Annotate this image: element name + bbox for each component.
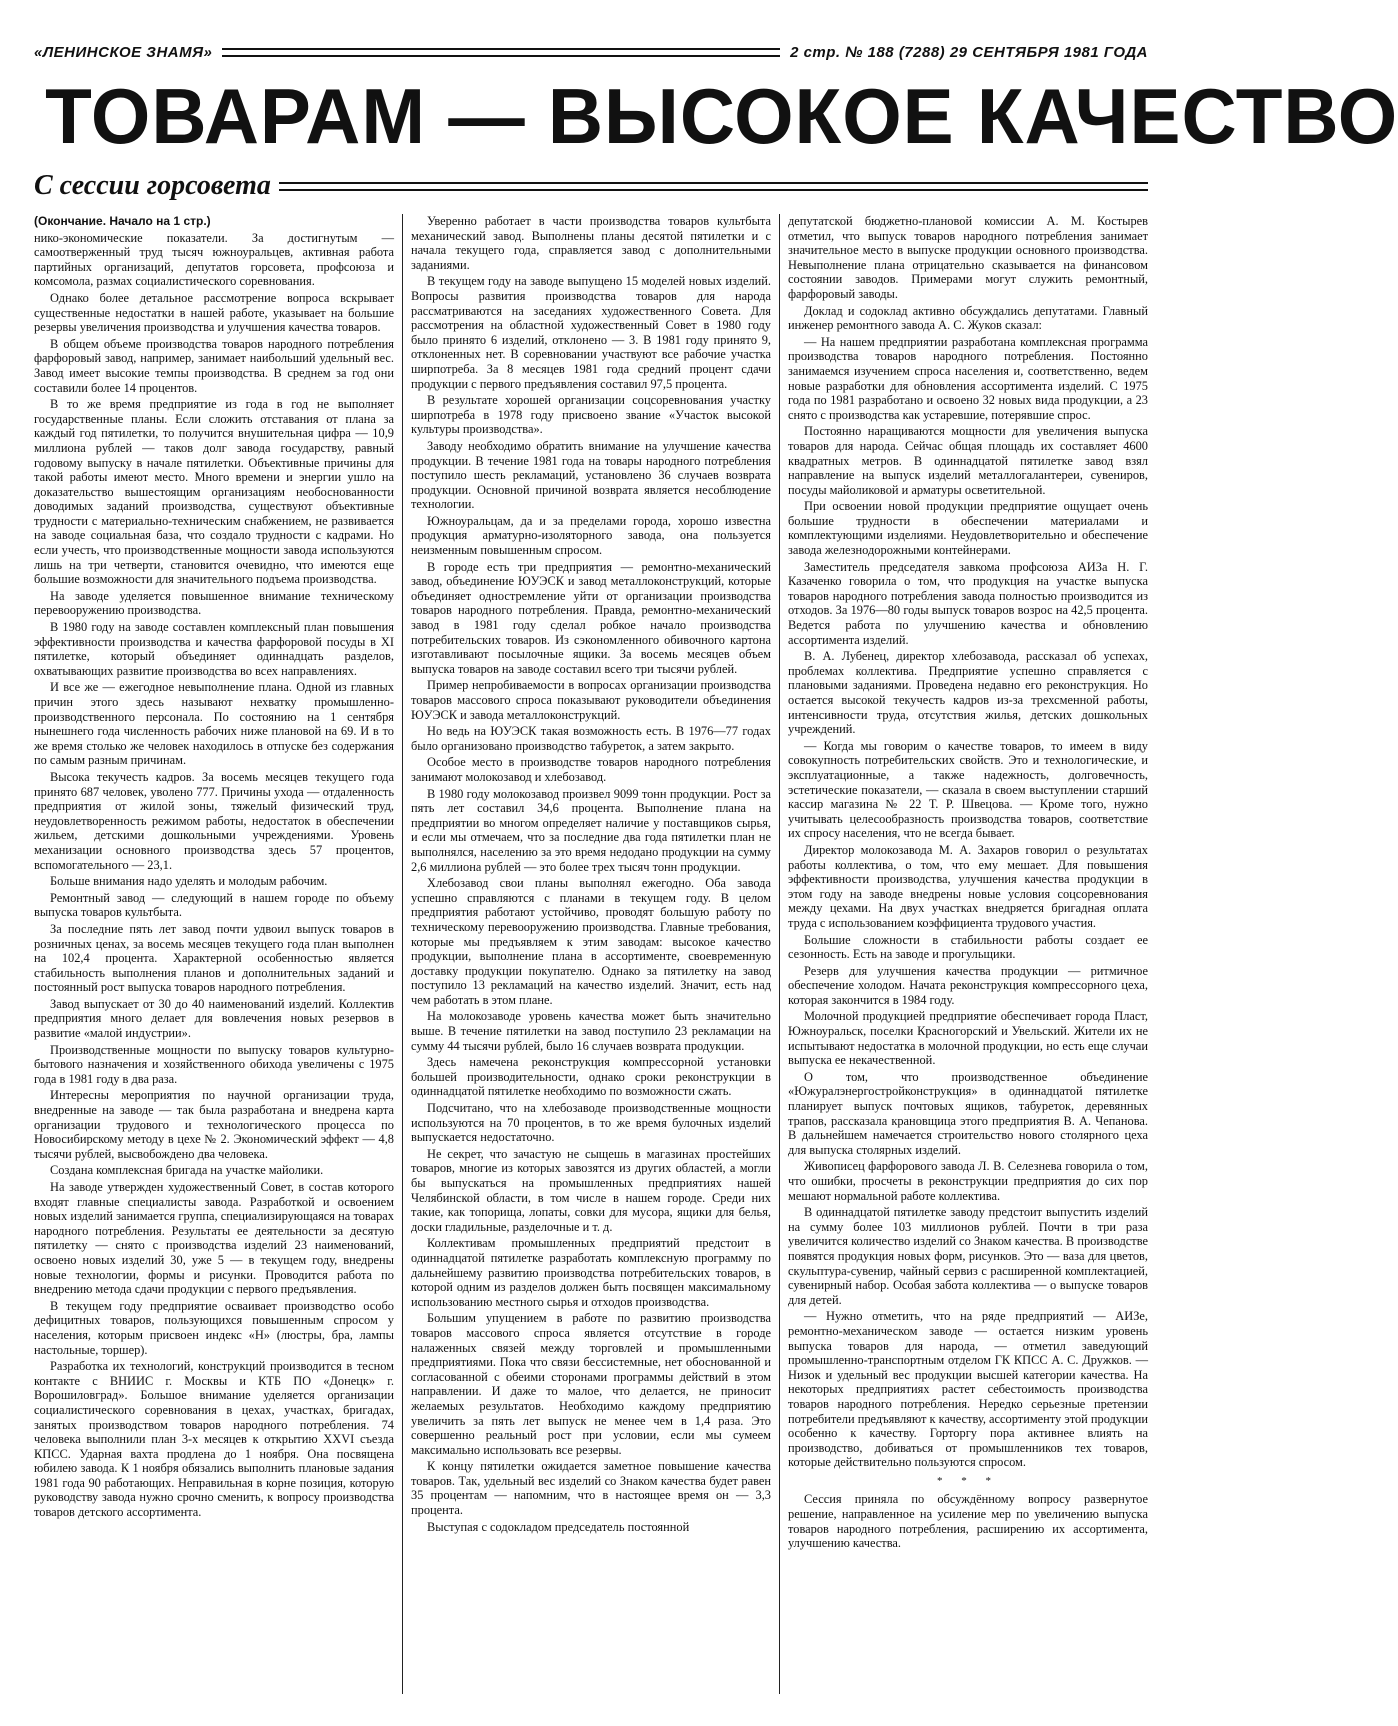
paragraph: Хлебозавод свои планы выполнял ежегодно. Оба завода успешно справляются с планами в текущем году. В целом предприятия работают устойчиво, проводят большую работу по техническому перевооружению производства. Главные требования, которые мы предъявляем к этим заводам: высокое качество продукции, выполнение плана в ассортименте, своевременную доставку продукции покупателю. Однако за пятилетку на завод поступило 13 рекламаций на качество изделий. Значит, есть над чем работать в этом плане. [411, 876, 771, 1007]
paragraph: И все же — ежегодное невыполнение плана. Одной из главных причин этого здесь называют нехватку промышленно-производственного персонала. По состоянию на 1 сентября нынешнего года численность рабочих ниже плановой на 69. И в то же время столько же человек находилось в отпуске без содержания по самым разным причинам. [34, 680, 394, 768]
paragraph: В текущем году предприятие осваивает производство особо дефицитных товаров, пользующихся повышенным спросом у населения, которым присвоен индекс «Н» (люстры, бра, лампы настольные, торшер). [34, 1298, 394, 1357]
paragraph: нико-экономические показатели. За достигнутым — самоотверженный труд тысяч южноуральцев, активная работа партийных организаций, депутатов горсовета, профсоюза и комсомола, размах социалистического соревнования. [34, 230, 394, 289]
paragraph: Разработка их технологий, конструкций производится в тесном контакте с ВНИИС г. Москвы и КТБ ПО «Донецк» г. Ворошиловград». Большое внимание уделяется организации социалистического соревнования в цехах, участках, бригадах, занятых производством товаров народного потребления. 74 человека выполнили план 3-х месяцев к открытию XXVI съезда КПСС. Ударная вахта продлена до 1 ноября. Она посвящена юбилею завода. К 1 ноября обязались выполнить плановые задания 1981 года 90 работающих. Неправильная в корне позиция, которую руководству завода нужно срочно сменить, к вопросу производства товаров детского ассортимента. [34, 1359, 394, 1520]
paragraph: — Когда мы говорим о качестве товаров, то имеем в виду совокупность потребительских свойств. Это и технологические, и эксплуатационные, а также надежность, долговечность, эстетические показатели, — сказала в своем выступлении старший кассир магазина № 22 Т. Р. Швецова. — Кроме того, нужно учитывать целесообразность производства товаров, соответствие их спросу населения, что не всегда бывает. [788, 738, 1148, 841]
paragraph: Директор молокозавода М. А. Захаров говорил о результатах работы коллектива, о том, что ему мешает. Для повышения эффективности производства, улучшения качества продукции в этом году на заводе внедрены новые условия соцсоревнования между цехами. На двух участках внедряется бригадная оплата труда с использованием коэффициента трудового участия. [788, 842, 1148, 930]
paragraph: Выступая с содокладом председатель постоянной [427, 1519, 690, 1534]
paragraph: Подсчитано, что на хлебозаводе производственные мощности используются на 70 процентов, в то же время булочных изделий выпускается недостаточно. [411, 1101, 771, 1145]
paragraph: В 1980 году молокозавод произвел 9099 тонн продукции. Рост за пять лет составил 34,6 процента. Выполнение плана на предприятии во многом определяет наличие у поставщиков сырья, и если мы отмечаем, что за последние два года пятилетки план не выполнялся, населению за это время недодано продукции на сумму 2,6 миллиона рублей — это более трех тысяч тонн продукции. [411, 786, 771, 874]
paragraph: Но ведь на ЮУЭСК такая возможность есть. В 1976—77 годах было организовано производство табуреток, а затем закрыто. [411, 724, 771, 753]
paragraph: Южноуральцам, да и за пределами города, хорошо известна продукция арматурно-изоляторного завода, она пользуется неизменным повышенным спросом. [411, 513, 771, 558]
paragraph: Производственные мощности по выпуску товаров культурно-бытового назначения и хозяйственного обихода увеличены с 1975 года в 1981 году в два раза. [34, 1042, 394, 1086]
paragraph: Доклад и содоклад активно обсуждались депутатами. Главный инженер ремонтного завода А. С. Жуков сказал: [788, 303, 1148, 333]
paragraph: — Нужно отметить, что на ряде предприятий — АИЗе, ремонтно-механическом заводе — остается низким уровень выпуска товаров для народа, — отметил заведующий промышленно-транспортным отделом ГК КПСС А. С. Дружков. — Низок и удельный вес продукции высшей категории качества. На некоторых предприятиях растет себестоимость производства товаров народного потребления. Нередко серьезные претензии потребители предъявляют к качеству, ассортименту этой продукции особенно к качеству. Горторгу пора активнее влиять на производство, добиваться от промышленников тех товаров, которые действительно пользуются спросом. [788, 1309, 1148, 1470]
paragraph: Не секрет, что зачастую не сыщешь в магазинах простейших товаров, многие из которых завозятся из других областей, а могли бы выпускаться на промышленных предприятиях нашей Челябинской области, в том числе в нашем городе. Среди них такие, как топорища, лопаты, совки для мусора, ящики для белья, доски гладильные, разделочные и т. д. [411, 1146, 771, 1234]
paragraph: Завод выпускает от 30 до 40 наименований изделий. Коллектив предприятия много делает для вовлечения новых резервов в развитие «малой индустрии». [34, 996, 394, 1041]
rubric-rule [279, 182, 1148, 191]
paragraph: К концу пятилетки ожидается заметное повышение качества товаров. Так, удельный вес изделий со Знаком качества будет равен 35 процентам — напомним, что в настоящее время он — 3,3 процента. [411, 1459, 771, 1518]
paragraph: В общем объеме производства товаров народного потребления фарфоровый завод, например, занимает наибольший удельный вес. Завод имеет высокие темпы производства. В среднем за год они составили более 14 процентов. [34, 336, 394, 395]
column-1 [34, 214, 402, 1694]
paragraph: Пример непробиваемости в вопросах организации производства товаров массового спроса показывают руководители объединения ЮУЭСК и завода металлоконструкций. [411, 678, 771, 722]
paragraph: Здесь намечена реконструкция компрессорной установки большей производительности, однако сроки реконструкции в одиннадцатой пятилетке необходимо по возможности сжать. [411, 1055, 771, 1099]
column-3 [779, 214, 1148, 1694]
headline: ТОВАРАМ — ВЫСОКОЕ КАЧЕСТВО [45, 72, 1398, 160]
paragraph: В то же время предприятие из года в год не выполняет государственные планы. Если сложить отставания от плана за каждый год пятилетки, то получится внушительная цифра — 10,9 миллиона рублей — таков долг завода государству, равный годовому выпуску в начале пятилетки. Объективные причины для такой работы имеют место. Много времени и энергии ушло на доказательство вышестоящим организациям необоснованности доводимых заданий производства, существуют объективные трудности с материально-техническим снабжением, не развивается на заводе социальная база, что создало трудности с кадрами. Но если учесть, что производственные мощности завода используются лишь на три четверти, становится очевидно, что имеются еще большие возможности для значительного подъема производства. [34, 397, 394, 587]
column-2 [402, 214, 779, 1694]
paragraph: Большим упущением в работе по развитию производства товаров массового спроса является отсутствие в городе налаженных связей между торговлей и промышленными предприятиями. Пока что связи бессистемные, нет обоснованной и согласованной с обеими сторонами программы действий в этом направлении. И даже то малое, что делается, не приносит желаемых результатов. Необходимо каждому предприятию увеличить за пять лет выпуск не менее чем в 1,4 раза. Это совершенно реальный рост при условии, если мы сумеем максимально использовать все резервы. [411, 1311, 771, 1457]
issue-line: 2 стр. № 188 (7288) 29 СЕНТЯБРЯ 1981 ГОДА [790, 43, 1148, 61]
paragraph: Коллективам промышленных предприятий предстоит в одиннадцатой пятилетке разработать комплексную программу по дальнейшему развитию производства потребительских товаров, в которой одним из разделов должен быть посвящен максимальному использованию местного сырья и отходов производства. [411, 1236, 771, 1309]
paragraph: Молочной продукцией предприятие обеспечивает города Пласт, Южноуральск, поселки Красногорский и Увельский. Жители их не испытывают недостатка в молочной продукции, но есть еще случаи выпуска ее некачественной. [788, 1009, 1148, 1068]
paragraph: Резерв для улучшения качества продукции — ритмичное обеспечение холодом. Начата реконструкция компрессорного цеха, которая закончится в 1984 году. [788, 963, 1148, 1007]
paragraph: Создана комплексная бригада на участке майолики. [50, 1163, 324, 1178]
paragraph: Однако более детальное рассмотрение вопроса вскрывает существенные недостатки в нашей работе, указывает на большие резервы увеличения производства и улучшения качества товаров. [34, 290, 394, 335]
paragraph: Высока текучесть кадров. За восемь месяцев текущего года принято 687 человек, уволено 777. Причины ухода — отдаленность предприятия от жилой зоны, тяжелый физический труд, неудовлетворенность режимом работы, недостаток в обеспечении жильем, детскими дошкольными учреждениями. Уровень механизации основного производства здесь 57 процентов, вспомогательного — 23,1. [34, 769, 394, 872]
paragraph: В одиннадцатой пятилетке заводу предстоит выпустить изделий на сумму более 103 миллионов рублей. Почти в три раза увеличится количество изделий со Знаком качества. В производстве появятся продукция новых форм, рисунков. Это — ваза для цветов, скульптура-сувенир, чайный сервиз с расширенной комплектацией, сувенирный набор. Особая забота коллектива — о выпуске товаров для детей. [788, 1205, 1148, 1307]
paragraph: — На нашем предприятии разработана комплексная программа производства товаров народного потребления. Постоянно занимаемся изучением спроса населения и, соответственно, ведем новые разработки для обновления ассортимента изделий. С 1975 года по 1981 разработано и освоено 32 новых вида продукции, а 23 снято с производства как устаревшие, потерявшие спрос. [788, 334, 1148, 422]
header-rule [222, 48, 780, 57]
paragraph: При освоении новой продукции предприятие ощущает очень большие трудности в обеспечении материалами и комплектующими изделиями. Неудовлетворительно и обеспечение завода железнодорожными контейнерами. [788, 499, 1148, 558]
masthead: «ЛЕНИНСКОЕ ЗНАМЯ» [34, 43, 213, 61]
paragraph: Заводу необходимо обратить внимание на улучшение качества продукции. В течение 1981 года на товары народного потребления поступило шесть рекламаций, установлено 36 случаев возврата продукции. Основной причиной возврата является несоблюдение технологии. [411, 438, 771, 512]
paragraph: Ремонтный завод — следующий в нашем городе по объему выпуска товаров культбыта. [34, 890, 394, 920]
paragraph: За последние пять лет завод почти удвоил выпуск товаров в розничных ценах, за восемь месяцев текущего года план выполнен на 102,4 процента. Характерной особенностью является стабильность выполнения планов и дополнительных заданий и постоянный рост выпуска товаров народного потребления. [34, 921, 394, 995]
header-strip [34, 40, 1148, 64]
paragraph: В городе есть три предприятия — ремонтно-механический завод, объединение ЮУЭСК и завод металлоконструкций, которые объединяет одностремление уйти от организации производства товаров народного потребления. Правда, ремонтно-механический завод в 1981 году сделал робкое начало производства потребительских товаров. Из сэкономленного обивочного картона изготавливают посылочные ящики. За восемь месяцев объем выпуска товаров на заводе составил всего три тысячи рублей. [411, 559, 771, 676]
article-columns [34, 214, 1148, 1694]
paragraph: В результате хорошей организации соцсоревнования участку ширпотреба в 1978 году присвоено звание «Участок высокой культуры производства». [411, 393, 771, 437]
paragraph: Большие сложности в стабильности работы создает ее сезонность. Есть на заводе и прогульщики. [788, 932, 1148, 962]
paragraph: Заместитель председателя завкома профсоюза АИЗа Н. Г. Казаченко говорила о том, что продукция на участке выпуска товаров народного потребления завода полностью производится из отходов. За 1976—80 годы выпуск товаров возрос на 42,5 процента. Ведется работа по улучшению качества и обновлению ассортимента изделий. [788, 559, 1148, 647]
continuation-note: (Окончание. Начало на 1 стр.) [34, 214, 211, 228]
paragraph: Постоянно наращиваются мощности для увеличения выпуска товаров для народа. Сейчас общая площадь их составляет 4600 квадратных метров. В одиннадцатой пятилетке завод взял направление на выпуск изделий металлогалантереи, сувениров, посуды майоликовой и арматуры осветительной. [788, 424, 1148, 497]
paragraph: Живописец фарфорового завода Л. В. Селезнева говорила о том, что ошибки, просчеты в реконструкции предприятия до сих пор мешают нормальной работе коллектива. [788, 1159, 1148, 1203]
paragraph: депутатской бюджетно-плановой комиссии А. М. Костырев отметил, что выпуск товаров народного потребления занимает значительное место в выпуске продукции основного производства. Невыполнение плана отрицательно сказывается на финансовом состоянии заводов. Примерами могут служить ремонтный, фарфоровый заводы. [788, 214, 1148, 301]
paragraph: Больше внимания надо уделять и молодым рабочим. [50, 874, 328, 889]
paragraph: Уверенно работает в части производства товаров культбыта механический завод. Выполнены планы десятой пятилетки и с начала текущего года, справляется завод с дополнительными заданиями. [411, 214, 771, 272]
paragraph: На заводе уделяется повышенное внимание техническому перевооружению производства. [34, 588, 394, 618]
paragraph: Особое место в производстве товаров народного потребления занимают молокозавод и хлебозавод. [411, 755, 771, 784]
paragraph: В 1980 году на заводе составлен комплексный план повышения эффективности производства и качества фарфоровой посуды в XI пятилетке, который объединяет одиннадцать разделов, охватывающих развитие производства во всех направлениях. [34, 620, 394, 678]
rubric: С сессии горсовета [34, 170, 271, 201]
paragraph: О том, что производственное объединение «Южуралэнергостройконструкция» в одиннадцатой пятилетке планирует выпуск почтовых ящиков, табуреток, деревянных трапов, рассказала крановщица этого предприятия В. А. Чепанова. В дальнейшем намечается строительство нового столярного цеха для выпуска столярных изделий. [788, 1069, 1148, 1157]
paragraph: В. А. Лубенец, директор хлебозавода, рассказал об успехах, проблемах коллектива. Предприятие успешно справляется с плановыми заданиями. Проведена недавно его реконструкция. Но остается высокой текучесть кадров из-за трехсменной работы, интенсивности труда, отсутствия жилья, детских дошкольных учреждений. [788, 649, 1148, 737]
closing-paragraph: Сессия приняла по обсуждённому вопросу развернутое решение, направленное на усиление мер по увеличению выпуска товаров народного потребления, расширению их ассортимента, улучшению качества. [788, 1492, 1148, 1551]
paragraph: На молокозаводе уровень качества может быть значительно выше. В течение пятилетки на завод поступило 23 рекламации на сумму 44 тысячи рублей, было 16 случаев возврата продукции. [411, 1009, 771, 1053]
paragraph: В текущем году на заводе выпущено 15 моделей новых изделий. Вопросы развития производства товаров для народа рассматриваются на заседаниях художественного Совета. Для рассмотрения на областной художественный Совет в 1980 году было принято 6 изделий, отклонено — 3. В 1981 году принято 9, отклоненных нет. В соревновании участвуют все рабочие участка ширпотреба. За 8 месяцев 1981 года средний процент сдачи продукции с первого предъявления составил 97,5 процента. [411, 274, 771, 391]
paragraph: На заводе утвержден художественный Совет, в состав которого входят главные специалисты завода. Разработкой и освоением новых изделий занимается группа, специализирующаяся на товарах народного потребления. Результаты ее деятельности за десятую пятилетку — снято с производства изделий 23 наименований, освоено новых изделий 30, уже 5 — в текущем году, внедрены новые технологии, формы и рисунки. Проводится работа по внедрению метода сдачи продукции с первого предъявления. [34, 1180, 394, 1297]
paragraph: Интересны мероприятия по научной организации труда, внедренные на заводе — так была разработана и внедрена карта организации трудового и технологического процесса по Новосибирскому методу в цехе № 2. Экономический эффект — 4,8 тысячи рублей, высвобождено два человека. [34, 1088, 394, 1161]
rubric-row [34, 166, 1148, 206]
section-separator: * * * [937, 1474, 999, 1487]
